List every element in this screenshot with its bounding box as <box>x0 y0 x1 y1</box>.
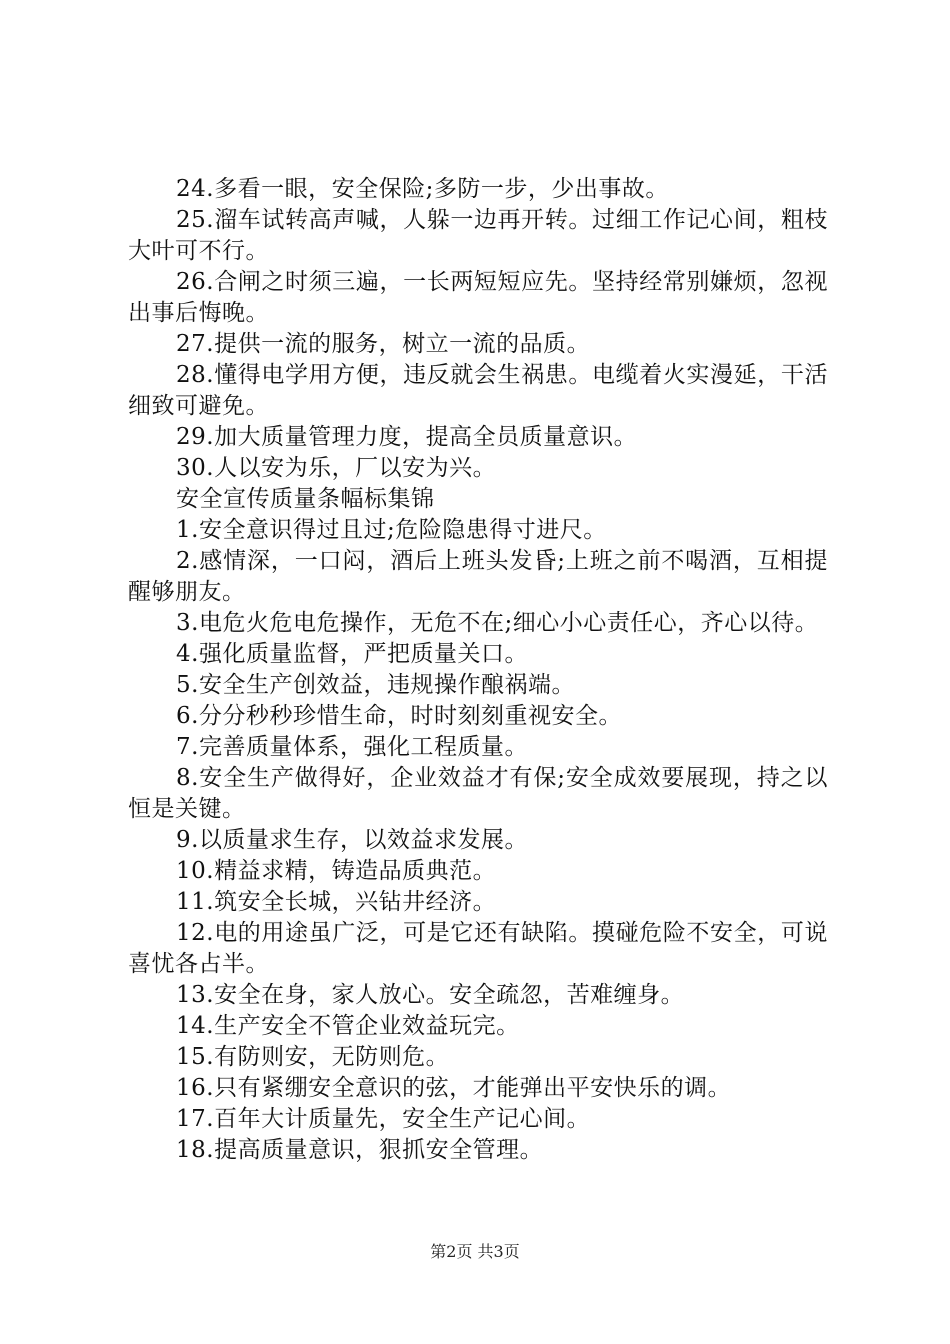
paragraph: 30.人以安为乐，厂以安为兴。 <box>176 455 497 481</box>
paragraph: 4.强化质量监督，严把质量关口。 <box>176 641 528 667</box>
paragraph: 9.以质量求生存，以效益求发展。 <box>176 827 528 853</box>
paragraph: 14.生产安全不管企业效益玩完。 <box>176 1013 520 1039</box>
paragraph: 3.电危火危电危操作，无危不在;细心小心责任心，齐心以待。 <box>176 610 819 636</box>
paragraph: 28.懂得电学用方便，违反就会生祸患。电缆着火实漫延，干活细致可避免。 <box>128 362 828 419</box>
paragraph: 18.提高质量意识，狠抓安全管理。 <box>176 1137 544 1163</box>
section-heading: 安全宣传质量条幅标集锦 <box>176 486 435 512</box>
paragraph: 17.百年大计质量先，安全生产记心间。 <box>176 1106 591 1132</box>
paragraph: 8.安全生产做得好，企业效益才有保;安全成效要展现，持之以恒是关键。 <box>128 765 828 822</box>
paragraph: 27.提供一流的服务，树立一流的品质。 <box>176 331 591 357</box>
paragraph: 7.完善质量体系，强化工程质量。 <box>176 734 528 760</box>
paragraph: 11.筑安全长城，兴钻井经济。 <box>176 889 497 915</box>
document-body <box>128 174 828 1166</box>
paragraph: 13.安全在身，家人放心。安全疏忽，苦难缠身。 <box>176 982 685 1008</box>
paragraph: 26.合闸之时须三遍，一长两短短应先。坚持经常别嫌烦，忽视出事后悔晚。 <box>128 269 828 326</box>
paragraph: 10.精益求精，铸造品质典范。 <box>176 858 497 884</box>
page-number-label: 第2页 共3页 <box>430 1242 520 1261</box>
paragraph: 6.分分秒秒珍惜生命，时时刻刻重视安全。 <box>176 703 622 729</box>
paragraph: 29.加大质量管理力度，提高全员质量意识。 <box>176 424 638 450</box>
page-footer <box>0 1241 950 1263</box>
paragraph: 12.电的用途虽广泛，可是它还有缺陷。摸碰危险不安全，可说喜忧各占半。 <box>128 920 828 977</box>
paragraph: 2.感情深，一口闷，酒后上班头发昏;上班之前不喝酒，互相提醒够朋友。 <box>128 548 828 605</box>
paragraph: 24.多看一眼，安全保险;多防一步，少出事故。 <box>176 176 669 202</box>
paragraph: 5.安全生产创效益，违规操作酿祸端。 <box>176 672 575 698</box>
paragraph: 16.只有紧绷安全意识的弦，才能弹出平安快乐的调。 <box>176 1075 732 1101</box>
paragraph: 1.安全意识得过且过;危险隐患得寸进尺。 <box>176 517 607 543</box>
paragraph: 25.溜车试转高声喊，人躲一边再开转。过细工作记心间，粗枝大叶可不行。 <box>128 207 828 264</box>
paragraph: 15.有防则安，无防则危。 <box>176 1044 450 1070</box>
